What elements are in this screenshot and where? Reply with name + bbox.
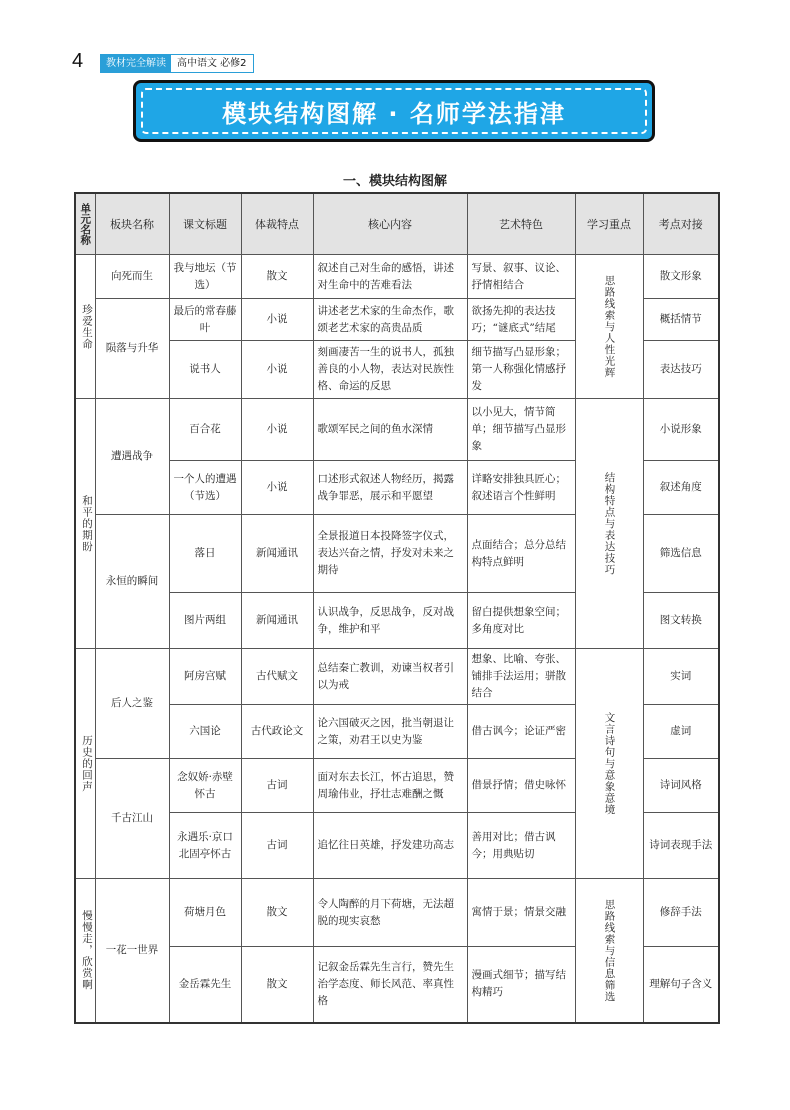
genre-cell: 小说: [241, 341, 313, 399]
art-feature: 漫画式细节；描写结构精巧: [467, 947, 575, 1023]
art-feature: 想象、比喻、夸张、铺排手法运用；骈散结合: [467, 649, 575, 705]
table-row: [75, 879, 719, 947]
core-content: 面对东去长江，怀古追思，赞周瑜伟业，抒壮志难酬之慨: [313, 759, 467, 813]
core-content: 叙述自己对生命的感悟，讲述对生命中的苦难看法: [313, 255, 467, 299]
column-header: 体裁特点: [241, 193, 313, 255]
section-name: 一花一世界: [95, 879, 169, 1023]
lesson-title: 阿房宫赋: [169, 649, 241, 705]
series-tag: 教材完全解读: [101, 55, 171, 72]
table-header-row: [75, 193, 719, 255]
column-header: 板块名称: [95, 193, 169, 255]
section-name: 向死而生: [95, 255, 169, 299]
study-focus-cell: [575, 399, 643, 649]
core-content: 论六国破灭之因，批当朝退让之策，劝君王以史为鉴: [313, 705, 467, 759]
core-content: 总结秦亡教训，劝谏当权者引以为戒: [313, 649, 467, 705]
section-name: 永恒的瞬间: [95, 515, 169, 649]
genre-cell: 古词: [241, 813, 313, 879]
table-row: [75, 649, 719, 705]
art-feature: 留白提供想象空间；多角度对比: [467, 593, 575, 649]
genre-cell: 新闻通讯: [241, 593, 313, 649]
unit-name-cell: [75, 879, 95, 1023]
page-number: 4: [72, 50, 84, 72]
exam-point: 诗词表现手法: [643, 813, 719, 879]
section-name: 后人之鉴: [95, 649, 169, 759]
table-row: [75, 399, 719, 461]
genre-cell: 散文: [241, 255, 313, 299]
core-content: 口述形式叙述人物经历，揭露战争罪恶，展示和平愿望: [313, 461, 467, 515]
exam-point: 诗词风格: [643, 759, 719, 813]
exam-point: 筛选信息: [643, 515, 719, 593]
study-focus: 思路线索与人性光辉: [603, 274, 616, 379]
exam-point: 叙述角度: [643, 461, 719, 515]
module-structure-table: [74, 192, 720, 1024]
study-focus: 文言诗句与意象意境: [603, 711, 616, 816]
section-title: 一、模块结构图解: [342, 174, 447, 189]
genre-cell: 新闻通讯: [241, 515, 313, 593]
exam-point: 实词: [643, 649, 719, 705]
lesson-title: 最后的常春藤叶: [169, 299, 241, 341]
exam-point: 理解句子含义: [643, 947, 719, 1023]
lesson-title: 我与地坛（节选）: [169, 255, 241, 299]
column-header: 单元名称: [75, 193, 95, 255]
unit-name: 慢慢走，欣赏啊: [81, 910, 93, 991]
genre-cell: 小说: [241, 399, 313, 461]
unit-name: 历史的回声: [81, 734, 93, 793]
lesson-title: 念奴娇·赤壁怀古: [169, 759, 241, 813]
core-content: 追忆往日英雄，抒发建功高志: [313, 813, 467, 879]
genre-cell: 古词: [241, 759, 313, 813]
study-focus-cell: [575, 255, 643, 399]
genre-cell: 古代政论文: [241, 705, 313, 759]
section-name: 陨落与升华: [95, 299, 169, 399]
art-feature: 借景抒情；借史咏怀: [467, 759, 575, 813]
core-content: 歌颂军民之间的鱼水深情: [313, 399, 467, 461]
exam-point: 散文形象: [643, 255, 719, 299]
lesson-title: 落日: [169, 515, 241, 593]
art-feature: 点面结合；总分总结构特点鲜明: [467, 515, 575, 593]
core-content: 全景报道日本投降签字仪式，表达兴奋之情，抒发对未来之期待: [313, 515, 467, 593]
core-content: 讲述老艺术家的生命杰作，歌颂老艺术家的高贵品质: [313, 299, 467, 341]
art-feature: 善用对比；借古讽今；用典贴切: [467, 813, 575, 879]
book-title-tag: 高中语文 必修2: [171, 55, 253, 72]
column-header: 学习重点: [575, 193, 643, 255]
exam-point: 概括情节: [643, 299, 719, 341]
study-focus: 结构特点与表达技巧: [603, 471, 616, 576]
column-header: 课文标题: [169, 193, 241, 255]
core-content: 记叙金岳霖先生言行，赞先生治学态度、师长风范、率真性格: [313, 947, 467, 1023]
banner-frame: [141, 88, 647, 134]
study-focus-cell: [575, 879, 643, 1023]
book-tag: [100, 54, 254, 73]
unit-name-cell: [75, 649, 95, 879]
genre-cell: 小说: [241, 299, 313, 341]
lesson-title: 金岳霖先生: [169, 947, 241, 1023]
exam-point: 图文转换: [643, 593, 719, 649]
core-content: 令人陶醉的月下荷塘，无法超脱的现实哀愁: [313, 879, 467, 947]
art-feature: 以小见大，情节简单；细节描写凸显形象: [467, 399, 575, 461]
section-name: 遭遇战争: [95, 399, 169, 515]
unit-name-cell: [75, 399, 95, 649]
column-header: 核心内容: [313, 193, 467, 255]
art-feature: 写景、叙事、议论、抒情相结合: [467, 255, 575, 299]
exam-point: 虚词: [643, 705, 719, 759]
section-name: 千古江山: [95, 759, 169, 879]
exam-point: 小说形象: [643, 399, 719, 461]
art-feature: 细节描写凸显形象；第一人称强化情感抒发: [467, 341, 575, 399]
lesson-title: 图片两组: [169, 593, 241, 649]
banner: [133, 80, 655, 142]
lesson-title: 六国论: [169, 705, 241, 759]
lesson-title: 说书人: [169, 341, 241, 399]
core-content: 刻画凄苦一生的说书人，孤独善良的小人物，表达对民族性格、命运的反思: [313, 341, 467, 399]
unit-name-cell: [75, 255, 95, 399]
genre-cell: 小说: [241, 461, 313, 515]
lesson-title: 百合花: [169, 399, 241, 461]
column-header: 艺术特色: [467, 193, 575, 255]
lesson-title: 永遇乐·京口北固亭怀古: [169, 813, 241, 879]
unit-name: 珍爱生命: [81, 303, 93, 350]
unit-name: 和平的期盼: [81, 494, 93, 553]
table-row: [75, 255, 719, 299]
lesson-title: 一个人的遭遇（节选）: [169, 461, 241, 515]
genre-cell: 散文: [241, 879, 313, 947]
core-content: 认识战争，反思战争，反对战争，维护和平: [313, 593, 467, 649]
column-header: 考点对接: [643, 193, 719, 255]
art-feature: 欲扬先抑的表达技巧；“谜底式”结尾: [467, 299, 575, 341]
art-feature: 寓情于景；情景交融: [467, 879, 575, 947]
lesson-title: 荷塘月色: [169, 879, 241, 947]
art-feature: 借古讽今；论证严密: [467, 705, 575, 759]
table-body: [75, 255, 719, 1023]
banner-title: 模块结构图解 · 名师学法指津: [222, 99, 566, 128]
study-focus-cell: [575, 649, 643, 879]
exam-point: 修辞手法: [643, 879, 719, 947]
genre-cell: 散文: [241, 947, 313, 1023]
exam-point: 表达技巧: [643, 341, 719, 399]
study-focus: 思路线索与信息筛选: [603, 898, 616, 1002]
genre-cell: 古代赋文: [241, 649, 313, 705]
art-feature: 详略安排独具匠心；叙述语言个性鲜明: [467, 461, 575, 515]
